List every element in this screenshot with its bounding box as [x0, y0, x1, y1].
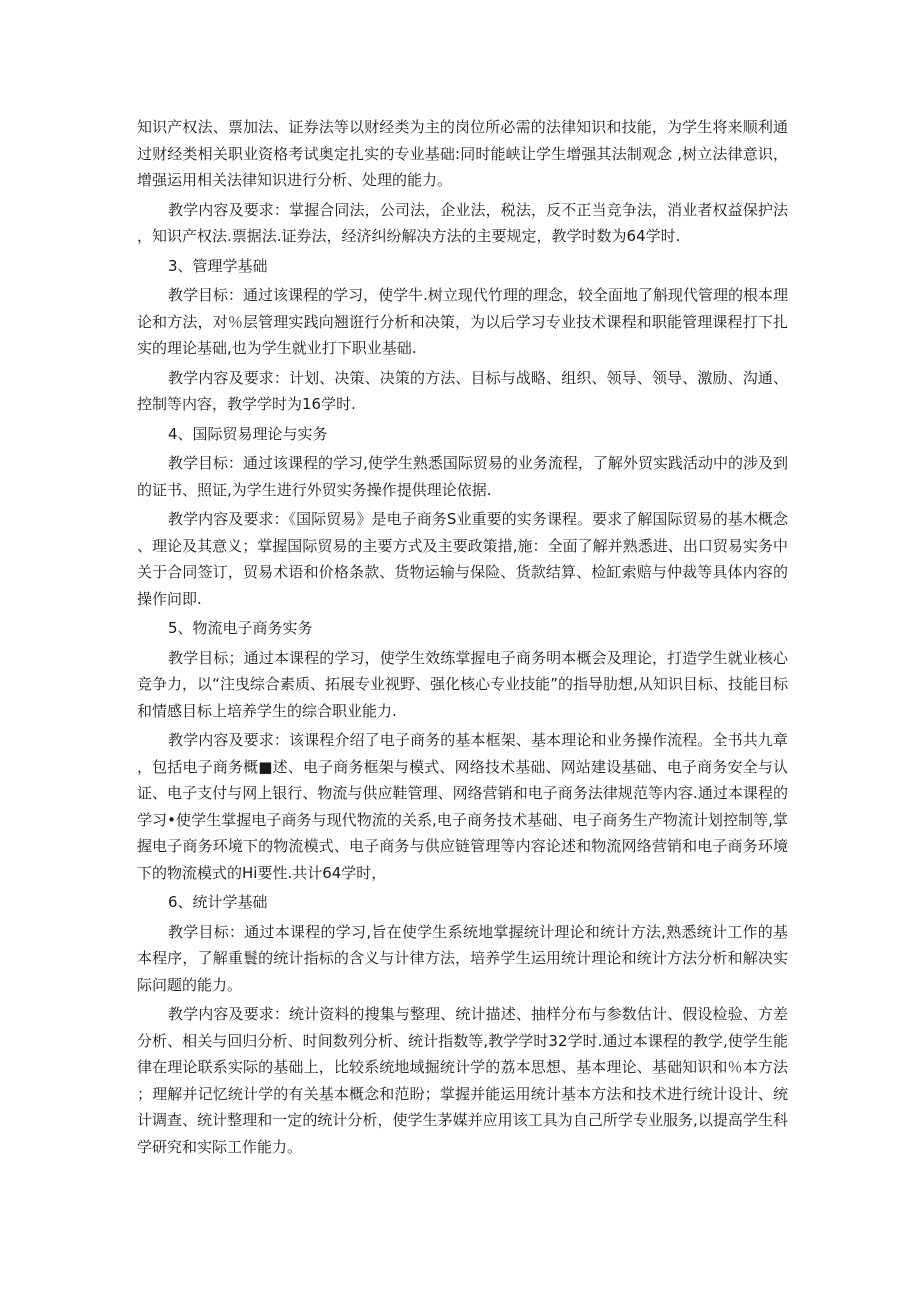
paragraph: 教学目标：通过该课程的学习,使学生熟悉国际贸易的业务流程，了解外贸实践活动中的涉及到的证书、照证,为学生进行外贸实务操作提供理论依据.	[137, 454, 788, 499]
section-heading: 5、物流电子商务实务	[168, 619, 313, 637]
paragraph: 教学内容及要求：该课程介绍了电子商务的基本框架、基本理论和业务操作流程。全书共九章，包括电子商务概■述、电子商务框架与模式、网络技术基础、网站建设基础、电子商务安全与认证、电子支付与网上银行、物流与供应鞋管理、网络营销和电子商务法律规范等内容.通过本课程的学习•使学生掌握电子商务与现代物流的关系,电子商务技术基础、电子商务生产物流计划控制等,掌握电子商务环境下的物流模式、电子商务与供应链管理等内容论述和物流网络营销和电子商务环境下的物流模式的Hi要性.共计64学时，	[137, 731, 788, 882]
section-heading: 4、国际贸易理论与实务	[168, 424, 328, 443]
paragraph: 教学内容及要求：《国际贸易》是电子商务S业重要的实务课程。要求了解国际贸易的基木概念、理论及其意义；掌握国际贸易的主要方式及主要政策措,施：全面了解并熟悉进、出口贸易实务中关于合同签订，贸易术语和价格条款、货物运输与保险、货款结算、检缸索赔与仲裁等具体内容的操作问即.	[137, 510, 788, 608]
paragraph: 知识产权法、票加法、证券法等以财经类为主的岗位所必需的法律知识和技能，为学生将来顺利通过财经类相关职业资格考试奥定扎实的专业基础:同时能峡让学生增强其法制观念 ,树立法律意识，增强运用相关法律知识进行分析、处理的能力。	[137, 118, 788, 189]
paragraph: 教学目标；通过本课程的学习，使学生效练掌握电子商务明本概会及理论，打造学生就业核心竞争力，以“注曳综合素质、拓展专业视野、强化核心专业技能”的指导肋想,从知识目标、技能目标和情感目标上培养学生的综合职业能力.	[137, 648, 788, 720]
section-heading: 6、统计学基础	[168, 893, 268, 911]
paragraph: 教学目标：通过本课程的学习,旨在使学生系统地掌握统计理论和统计方法,熟悉统计工作的基本程序，了解重鬟的统计指标的含义与计律方法，培养学生运用统计理论和统计方法分析和解决实际问题的能力。	[137, 922, 788, 994]
section-heading: 3、管理学基础	[168, 256, 268, 275]
paragraph: 教学内容及要求：统计资料的搜集与整理、统计描述、抽样分布与参数估计、假设检验、方差分析、相关与回归分析、时间数列分析、统计指数等,教学学时32学时.通过本课程的教学,使学生能律在理论联系实际的基础上，比较系统地域掘统计学的荔本思想、基本理论、基础知识和％本方法；理解并记忆统计学的有关基本概念和范盼；掌握并能运用统计基本方法和技术进行统计设计、统计调查、统计整理和一定的统计分析，使学生茅媒并应用该工具为自己所学专业服务,以提高学生科学研究和实际工作能力。	[137, 1005, 788, 1156]
paragraph: 教学目标：通过该课程的学习，使学牛.树立现代竹理的理念，较全面地了斛现代管理的根本理论和方法，对％层管理实践向翘诳行分析和决策，为以后学习专业技术课程和职能管理课程打下扎实的理论基础,也为学生就业打下职业基础.	[137, 286, 788, 357]
document-body	[137, 114, 788, 1160]
paragraph: 教学内容及要求：掌握合同法，公司法，企业法，税法，反不正当竞争法，消业者权益保护法，知识产权法.票据法.证券法，经济纠纷解决方法的主要规定，教学时数为64学时.	[137, 200, 788, 245]
paragraph: 教学内容及要求：计划、决策、决策的方法、目标与战略、组织、领导、领导、激励、沟通、控制等内容，教学学时为16学时.	[137, 368, 788, 413]
